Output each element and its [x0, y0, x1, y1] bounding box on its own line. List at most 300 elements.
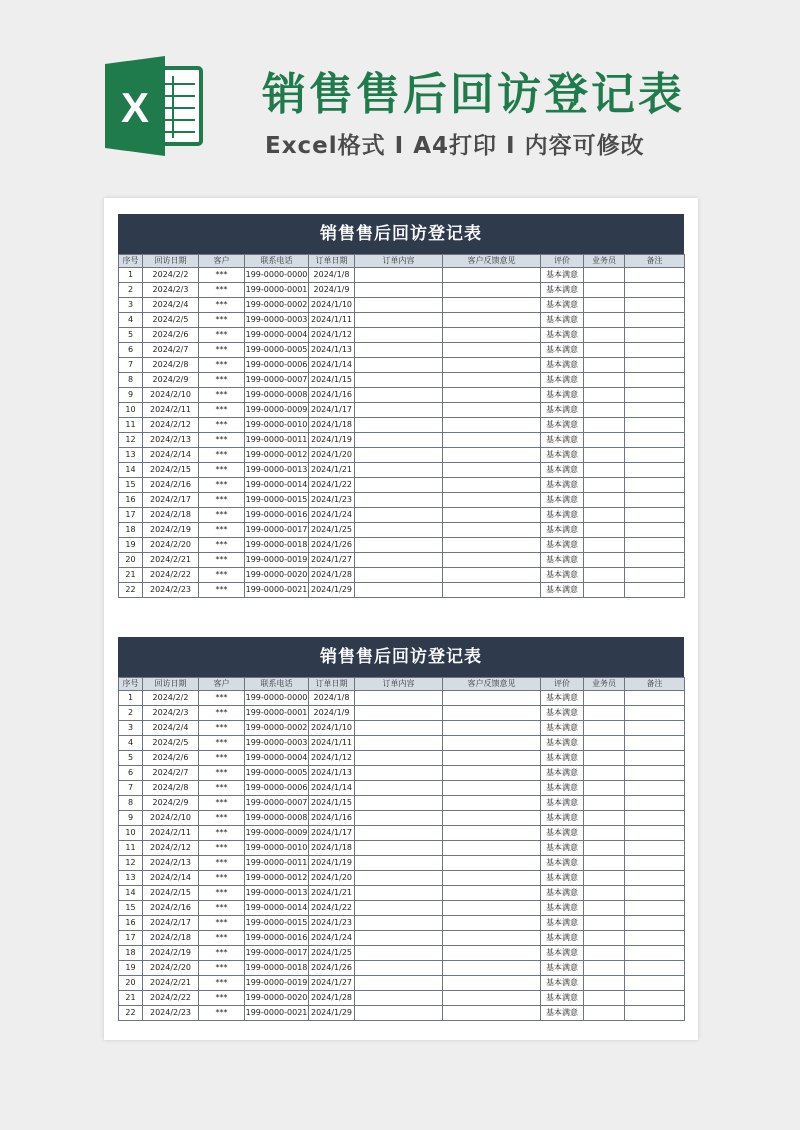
table-cell[interactable]: 8: [119, 796, 143, 811]
table-cell[interactable]: [355, 691, 443, 706]
table-cell[interactable]: 2024/2/12: [143, 418, 199, 433]
table-cell[interactable]: 2024/2/7: [143, 766, 199, 781]
table-cell[interactable]: 199-0000-0009: [245, 826, 309, 841]
table-cell[interactable]: [625, 523, 685, 538]
table-cell[interactable]: 基本满意: [541, 886, 584, 901]
table-cell[interactable]: 19: [119, 538, 143, 553]
table-cell[interactable]: [355, 553, 443, 568]
table-cell[interactable]: 2024/2/18: [143, 508, 199, 523]
table-cell[interactable]: [355, 931, 443, 946]
table-cell[interactable]: [584, 343, 625, 358]
table-cell[interactable]: [584, 418, 625, 433]
table-cell[interactable]: [625, 916, 685, 931]
table-cell[interactable]: [584, 583, 625, 598]
table-cell[interactable]: [625, 691, 685, 706]
table-cell[interactable]: 基本满意: [541, 478, 584, 493]
table-cell[interactable]: 7: [119, 358, 143, 373]
table-cell[interactable]: [443, 691, 541, 706]
table-cell[interactable]: 199-0000-0004: [245, 751, 309, 766]
table-cell[interactable]: 2024/2/2: [143, 268, 199, 283]
table-cell[interactable]: ***: [199, 886, 245, 901]
table-cell[interactable]: [584, 523, 625, 538]
table-cell[interactable]: 2024/2/2: [143, 691, 199, 706]
table-cell[interactable]: 基本满意: [541, 403, 584, 418]
table-cell[interactable]: [625, 358, 685, 373]
table-cell[interactable]: 11: [119, 841, 143, 856]
table-cell[interactable]: [584, 1006, 625, 1021]
table-cell[interactable]: [584, 553, 625, 568]
table-cell[interactable]: ***: [199, 946, 245, 961]
table-cell[interactable]: [355, 343, 443, 358]
table-cell[interactable]: 基本满意: [541, 463, 584, 478]
table-cell[interactable]: 12: [119, 433, 143, 448]
table-cell[interactable]: [443, 328, 541, 343]
table-cell[interactable]: [355, 358, 443, 373]
table-cell[interactable]: 2: [119, 283, 143, 298]
table-cell[interactable]: [625, 781, 685, 796]
table-cell[interactable]: 基本满意: [541, 268, 584, 283]
table-cell[interactable]: 基本满意: [541, 811, 584, 826]
table-cell[interactable]: 基本满意: [541, 721, 584, 736]
table-cell[interactable]: [443, 343, 541, 358]
table-cell[interactable]: 199-0000-0002: [245, 721, 309, 736]
table-cell[interactable]: ***: [199, 826, 245, 841]
table-cell[interactable]: [443, 433, 541, 448]
table-cell[interactable]: [625, 721, 685, 736]
table-cell[interactable]: [355, 523, 443, 538]
table-cell[interactable]: 2: [119, 706, 143, 721]
table-cell[interactable]: 2024/1/19: [309, 856, 355, 871]
table-cell[interactable]: [625, 508, 685, 523]
table-cell[interactable]: 基本满意: [541, 388, 584, 403]
table-cell[interactable]: [625, 268, 685, 283]
table-cell[interactable]: [625, 568, 685, 583]
table-cell[interactable]: [625, 493, 685, 508]
table-cell[interactable]: [355, 811, 443, 826]
table-cell[interactable]: [443, 736, 541, 751]
table-cell[interactable]: [584, 313, 625, 328]
table-cell[interactable]: 12: [119, 856, 143, 871]
table-cell[interactable]: ***: [199, 403, 245, 418]
table-cell[interactable]: ***: [199, 691, 245, 706]
table-cell[interactable]: [443, 373, 541, 388]
table-cell[interactable]: 15: [119, 478, 143, 493]
table-cell[interactable]: [625, 766, 685, 781]
table-cell[interactable]: [584, 826, 625, 841]
table-cell[interactable]: ***: [199, 508, 245, 523]
table-cell[interactable]: 2024/1/19: [309, 433, 355, 448]
table-cell[interactable]: [584, 508, 625, 523]
table-cell[interactable]: 2024/1/14: [309, 781, 355, 796]
table-cell[interactable]: [625, 283, 685, 298]
table-cell[interactable]: 2024/1/23: [309, 493, 355, 508]
table-cell[interactable]: 基本满意: [541, 916, 584, 931]
table-cell[interactable]: 基本满意: [541, 976, 584, 991]
table-cell[interactable]: ***: [199, 841, 245, 856]
table-cell[interactable]: [584, 448, 625, 463]
table-cell[interactable]: [355, 448, 443, 463]
table-cell[interactable]: [443, 448, 541, 463]
table-cell[interactable]: ***: [199, 298, 245, 313]
table-cell[interactable]: [443, 781, 541, 796]
table-cell[interactable]: 2024/2/4: [143, 298, 199, 313]
table-cell[interactable]: [625, 298, 685, 313]
table-cell[interactable]: 2024/2/10: [143, 811, 199, 826]
table-cell[interactable]: [625, 478, 685, 493]
table-cell[interactable]: 199-0000-0014: [245, 901, 309, 916]
table-cell[interactable]: 199-0000-0017: [245, 523, 309, 538]
table-cell[interactable]: [584, 931, 625, 946]
table-cell[interactable]: [355, 313, 443, 328]
table-cell[interactable]: 17: [119, 931, 143, 946]
table-cell[interactable]: 基本满意: [541, 523, 584, 538]
table-cell[interactable]: ***: [199, 583, 245, 598]
table-cell[interactable]: 基本满意: [541, 418, 584, 433]
table-cell[interactable]: 2024/1/11: [309, 313, 355, 328]
table-cell[interactable]: [625, 1006, 685, 1021]
table-cell[interactable]: 2024/1/18: [309, 841, 355, 856]
table-cell[interactable]: ***: [199, 358, 245, 373]
table-cell[interactable]: [443, 871, 541, 886]
table-cell[interactable]: 1: [119, 691, 143, 706]
table-cell[interactable]: 2024/2/14: [143, 871, 199, 886]
table-cell[interactable]: [584, 901, 625, 916]
table-cell[interactable]: 2024/2/10: [143, 388, 199, 403]
table-cell[interactable]: ***: [199, 478, 245, 493]
table-cell[interactable]: [625, 328, 685, 343]
table-cell[interactable]: 199-0000-0020: [245, 568, 309, 583]
table-cell[interactable]: [584, 796, 625, 811]
table-cell[interactable]: 2024/1/10: [309, 721, 355, 736]
table-cell[interactable]: [625, 448, 685, 463]
table-cell[interactable]: [355, 568, 443, 583]
table-cell[interactable]: 2024/2/9: [143, 796, 199, 811]
table-cell[interactable]: 199-0000-0015: [245, 916, 309, 931]
table-cell[interactable]: 199-0000-0000: [245, 691, 309, 706]
table-cell[interactable]: [625, 856, 685, 871]
table-cell[interactable]: 14: [119, 463, 143, 478]
table-cell[interactable]: [584, 538, 625, 553]
table-cell[interactable]: 基本满意: [541, 448, 584, 463]
table-cell[interactable]: [625, 583, 685, 598]
table-cell[interactable]: 2024/1/26: [309, 538, 355, 553]
table-cell[interactable]: 基本满意: [541, 826, 584, 841]
table-cell[interactable]: 2024/2/23: [143, 1006, 199, 1021]
table-cell[interactable]: ***: [199, 961, 245, 976]
table-cell[interactable]: [355, 886, 443, 901]
table-cell[interactable]: 199-0000-0012: [245, 871, 309, 886]
table-cell[interactable]: 2024/2/15: [143, 463, 199, 478]
table-cell[interactable]: 199-0000-0004: [245, 328, 309, 343]
table-cell[interactable]: 2024/1/24: [309, 931, 355, 946]
table-cell[interactable]: [443, 796, 541, 811]
table-cell[interactable]: 基本满意: [541, 706, 584, 721]
table-cell[interactable]: 18: [119, 523, 143, 538]
table-cell[interactable]: ***: [199, 856, 245, 871]
table-cell[interactable]: 2024/1/9: [309, 706, 355, 721]
table-cell[interactable]: [355, 796, 443, 811]
table-cell[interactable]: 2024/2/21: [143, 553, 199, 568]
table-cell[interactable]: 2024/1/20: [309, 448, 355, 463]
table-cell[interactable]: [443, 538, 541, 553]
table-cell[interactable]: 16: [119, 493, 143, 508]
table-cell[interactable]: [584, 478, 625, 493]
table-cell[interactable]: 1: [119, 268, 143, 283]
table-cell[interactable]: [625, 961, 685, 976]
table-cell[interactable]: 199-0000-0017: [245, 946, 309, 961]
table-cell[interactable]: [584, 403, 625, 418]
table-cell[interactable]: [355, 418, 443, 433]
table-cell[interactable]: 14: [119, 886, 143, 901]
table-cell[interactable]: 2024/2/9: [143, 373, 199, 388]
table-cell[interactable]: ***: [199, 721, 245, 736]
table-cell[interactable]: 199-0000-0016: [245, 931, 309, 946]
table-cell[interactable]: 基本满意: [541, 931, 584, 946]
table-cell[interactable]: 2024/2/20: [143, 961, 199, 976]
table-cell[interactable]: [625, 841, 685, 856]
table-cell[interactable]: [443, 991, 541, 1006]
table-cell[interactable]: [355, 751, 443, 766]
table-cell[interactable]: 基本满意: [541, 433, 584, 448]
table-cell[interactable]: [355, 721, 443, 736]
table-cell[interactable]: 2024/2/16: [143, 901, 199, 916]
table-cell[interactable]: 2024/2/11: [143, 826, 199, 841]
table-cell[interactable]: 2024/2/3: [143, 706, 199, 721]
table-cell[interactable]: [625, 736, 685, 751]
table-cell[interactable]: [355, 493, 443, 508]
table-cell[interactable]: 199-0000-0009: [245, 403, 309, 418]
table-cell[interactable]: [355, 901, 443, 916]
table-cell[interactable]: [625, 538, 685, 553]
table-cell[interactable]: [443, 553, 541, 568]
table-cell[interactable]: [443, 706, 541, 721]
table-cell[interactable]: ***: [199, 493, 245, 508]
table-cell[interactable]: 2024/1/28: [309, 568, 355, 583]
table-cell[interactable]: [355, 373, 443, 388]
table-cell[interactable]: 2024/1/8: [309, 691, 355, 706]
table-cell[interactable]: 2024/2/14: [143, 448, 199, 463]
table-cell[interactable]: ***: [199, 463, 245, 478]
table-cell[interactable]: [584, 916, 625, 931]
table-cell[interactable]: [625, 433, 685, 448]
table-cell[interactable]: 2024/1/12: [309, 751, 355, 766]
table-cell[interactable]: 2024/1/16: [309, 388, 355, 403]
table-cell[interactable]: ***: [199, 268, 245, 283]
table-cell[interactable]: [443, 841, 541, 856]
table-cell[interactable]: [584, 463, 625, 478]
table-cell[interactable]: [625, 418, 685, 433]
table-cell[interactable]: [443, 856, 541, 871]
table-cell[interactable]: 基本满意: [541, 568, 584, 583]
table-cell[interactable]: 基本满意: [541, 493, 584, 508]
table-cell[interactable]: [625, 991, 685, 1006]
table-cell[interactable]: 3: [119, 298, 143, 313]
table-cell[interactable]: ***: [199, 418, 245, 433]
table-cell[interactable]: [443, 901, 541, 916]
table-cell[interactable]: [355, 976, 443, 991]
table-cell[interactable]: 11: [119, 418, 143, 433]
table-cell[interactable]: [355, 463, 443, 478]
table-cell[interactable]: [443, 976, 541, 991]
table-cell[interactable]: ***: [199, 736, 245, 751]
table-cell[interactable]: 2024/2/11: [143, 403, 199, 418]
table-cell[interactable]: 9: [119, 388, 143, 403]
table-cell[interactable]: [584, 388, 625, 403]
table-cell[interactable]: [443, 946, 541, 961]
table-cell[interactable]: 2024/1/18: [309, 418, 355, 433]
table-cell[interactable]: 199-0000-0010: [245, 841, 309, 856]
table-cell[interactable]: 基本满意: [541, 796, 584, 811]
table-cell[interactable]: 2024/1/22: [309, 901, 355, 916]
table-cell[interactable]: ***: [199, 328, 245, 343]
table-cell[interactable]: 3: [119, 721, 143, 736]
table-cell[interactable]: 13: [119, 448, 143, 463]
table-cell[interactable]: 2024/1/24: [309, 508, 355, 523]
table-cell[interactable]: [584, 946, 625, 961]
table-cell[interactable]: 5: [119, 328, 143, 343]
table-cell[interactable]: 199-0000-0002: [245, 298, 309, 313]
table-cell[interactable]: 199-0000-0006: [245, 781, 309, 796]
table-cell[interactable]: 基本满意: [541, 901, 584, 916]
table-cell[interactable]: [443, 268, 541, 283]
table-cell[interactable]: 基本满意: [541, 991, 584, 1006]
table-cell[interactable]: 基本满意: [541, 961, 584, 976]
table-cell[interactable]: [443, 583, 541, 598]
table-cell[interactable]: 2024/2/17: [143, 916, 199, 931]
table-cell[interactable]: 2024/1/11: [309, 736, 355, 751]
table-cell[interactable]: 2024/2/13: [143, 856, 199, 871]
table-cell[interactable]: 基本满意: [541, 538, 584, 553]
table-cell[interactable]: ***: [199, 553, 245, 568]
table-cell[interactable]: [443, 493, 541, 508]
table-cell[interactable]: [355, 268, 443, 283]
table-cell[interactable]: [625, 463, 685, 478]
table-cell[interactable]: [584, 991, 625, 1006]
table-cell[interactable]: ***: [199, 373, 245, 388]
table-cell[interactable]: 199-0000-0013: [245, 463, 309, 478]
table-cell[interactable]: ***: [199, 901, 245, 916]
table-cell[interactable]: 2024/1/15: [309, 796, 355, 811]
table-cell[interactable]: 基本满意: [541, 283, 584, 298]
table-cell[interactable]: 199-0000-0016: [245, 508, 309, 523]
table-cell[interactable]: [625, 796, 685, 811]
table-cell[interactable]: 4: [119, 313, 143, 328]
table-cell[interactable]: 2024/2/7: [143, 343, 199, 358]
table-cell[interactable]: 基本满意: [541, 751, 584, 766]
table-cell[interactable]: 19: [119, 961, 143, 976]
table-cell[interactable]: ***: [199, 448, 245, 463]
table-cell[interactable]: 2024/2/22: [143, 568, 199, 583]
table-cell[interactable]: 2024/1/23: [309, 916, 355, 931]
table-cell[interactable]: [584, 811, 625, 826]
table-cell[interactable]: 基本满意: [541, 946, 584, 961]
table-cell[interactable]: ***: [199, 388, 245, 403]
table-cell[interactable]: ***: [199, 916, 245, 931]
table-cell[interactable]: 2024/2/21: [143, 976, 199, 991]
table-cell[interactable]: ***: [199, 766, 245, 781]
table-cell[interactable]: 2024/1/17: [309, 403, 355, 418]
table-cell[interactable]: 2024/2/3: [143, 283, 199, 298]
table-cell[interactable]: 20: [119, 976, 143, 991]
table-cell[interactable]: 基本满意: [541, 856, 584, 871]
table-cell[interactable]: 199-0000-0010: [245, 418, 309, 433]
table-cell[interactable]: 2024/1/26: [309, 961, 355, 976]
table-cell[interactable]: [625, 946, 685, 961]
table-cell[interactable]: 6: [119, 343, 143, 358]
table-cell[interactable]: [584, 358, 625, 373]
table-cell[interactable]: 199-0000-0015: [245, 493, 309, 508]
table-cell[interactable]: [625, 871, 685, 886]
table-cell[interactable]: 20: [119, 553, 143, 568]
table-cell[interactable]: 2024/1/15: [309, 373, 355, 388]
table-cell[interactable]: 8: [119, 373, 143, 388]
table-cell[interactable]: [443, 508, 541, 523]
table-cell[interactable]: [443, 766, 541, 781]
table-cell[interactable]: 9: [119, 811, 143, 826]
table-cell[interactable]: 2024/2/20: [143, 538, 199, 553]
table-cell[interactable]: ***: [199, 433, 245, 448]
table-cell[interactable]: [443, 313, 541, 328]
table-cell[interactable]: ***: [199, 796, 245, 811]
table-cell[interactable]: [625, 931, 685, 946]
table-cell[interactable]: [443, 826, 541, 841]
table-cell[interactable]: [355, 283, 443, 298]
table-cell[interactable]: [584, 886, 625, 901]
table-cell[interactable]: 2024/1/21: [309, 463, 355, 478]
table-cell[interactable]: [625, 313, 685, 328]
table-cell[interactable]: [584, 373, 625, 388]
table-cell[interactable]: [355, 433, 443, 448]
table-cell[interactable]: [584, 856, 625, 871]
table-cell[interactable]: 199-0000-0003: [245, 736, 309, 751]
table-cell[interactable]: [355, 736, 443, 751]
table-cell[interactable]: 2024/1/29: [309, 1006, 355, 1021]
table-cell[interactable]: 2024/2/19: [143, 946, 199, 961]
table-cell[interactable]: [355, 916, 443, 931]
table-cell[interactable]: ***: [199, 283, 245, 298]
table-cell[interactable]: 199-0000-0011: [245, 433, 309, 448]
table-cell[interactable]: 199-0000-0013: [245, 886, 309, 901]
table-cell[interactable]: [443, 961, 541, 976]
table-cell[interactable]: 199-0000-0018: [245, 961, 309, 976]
table-cell[interactable]: [625, 976, 685, 991]
table-cell[interactable]: [625, 706, 685, 721]
table-cell[interactable]: [584, 961, 625, 976]
table-cell[interactable]: [355, 508, 443, 523]
table-cell[interactable]: [584, 691, 625, 706]
table-cell[interactable]: [625, 751, 685, 766]
table-cell[interactable]: 2024/2/12: [143, 841, 199, 856]
table-cell[interactable]: 199-0000-0005: [245, 343, 309, 358]
table-cell[interactable]: [625, 886, 685, 901]
table-cell[interactable]: 2024/1/8: [309, 268, 355, 283]
table-cell[interactable]: [625, 373, 685, 388]
table-cell[interactable]: 2024/2/8: [143, 358, 199, 373]
table-cell[interactable]: [584, 433, 625, 448]
table-cell[interactable]: 2024/1/20: [309, 871, 355, 886]
table-cell[interactable]: 基本满意: [541, 298, 584, 313]
table-cell[interactable]: 199-0000-0001: [245, 706, 309, 721]
table-cell[interactable]: 10: [119, 403, 143, 418]
table-cell[interactable]: 21: [119, 568, 143, 583]
table-cell[interactable]: [584, 841, 625, 856]
table-cell[interactable]: ***: [199, 931, 245, 946]
table-cell[interactable]: [443, 478, 541, 493]
table-cell[interactable]: [355, 766, 443, 781]
table-cell[interactable]: 199-0000-0019: [245, 976, 309, 991]
table-cell[interactable]: 7: [119, 781, 143, 796]
table-cell[interactable]: 199-0000-0020: [245, 991, 309, 1006]
